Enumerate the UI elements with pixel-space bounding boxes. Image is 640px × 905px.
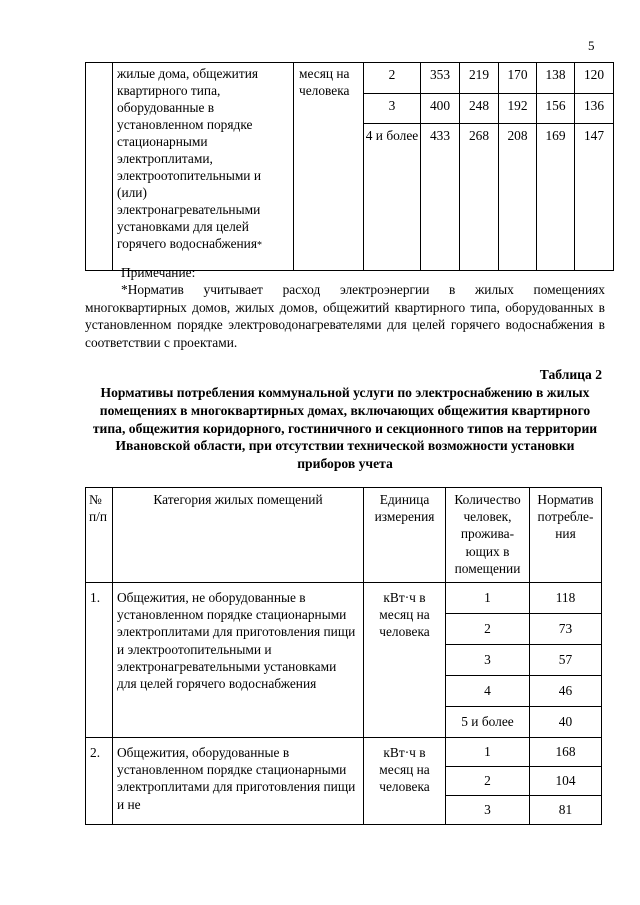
norm-cell: 81 [530,796,602,825]
housing-description-cell [113,63,294,271]
value-cell: 169 [537,124,575,271]
empty-num-cell [86,63,113,271]
value-cell: 170 [499,63,537,94]
page-number: 5 [588,38,595,53]
value-cell: 156 [537,93,575,124]
value-cell: 136 [575,93,614,124]
people-cell: 4 [446,676,530,707]
norm-cell: 57 [530,645,602,676]
section-unit: кВт·ч в месяц на человека [364,738,446,825]
people-cell: 1 [446,583,530,614]
section-category: Общежития, оборудованные в установленном порядке стационарными электроплитами для приготовления пищи и не [113,738,364,825]
asterisk-mark: * [257,240,263,251]
value-cell: 268 [460,124,499,271]
people-cell: 2 [446,767,530,796]
value-cell: 208 [499,124,537,271]
norm-cell: 118 [530,583,602,614]
value-cell: 353 [421,63,460,94]
people-cell: 1 [446,738,530,767]
people-cell: 4 и более [364,124,421,271]
section-num: 2. [86,738,113,825]
people-cell: 5 и более [446,707,530,738]
value-cell: 138 [537,63,575,94]
people-cell: 2 [364,63,421,94]
norm-cell: 73 [530,614,602,645]
header-category: Категория жилых помещений [113,488,364,583]
norm-cell: 104 [530,767,602,796]
people-cell: 2 [446,614,530,645]
norm-cell: 168 [530,738,602,767]
value-cell: 433 [421,124,460,271]
table-2 [85,487,602,825]
value-cell: 400 [421,93,460,124]
norm-cell: 46 [530,676,602,707]
header-people: Количество человек, прожива-ющих в помещении [446,488,530,583]
unit-cell: месяц на человека [294,63,364,271]
value-cell: 147 [575,124,614,271]
note-heading: Примечание: [121,265,196,280]
section-unit: кВт·ч в месяц на человека [364,583,446,738]
value-cell: 219 [460,63,499,94]
housing-description: жилые дома, общежития квартирного типа, оборудованные в установленном порядке стационарными электроплитами, электроотопительными и (или) электронагревательными установками для целей горячего водоснабжения [117,66,261,251]
table-2-title: Нормативы потребления коммунальной услуги по электроснабжению в жилых помещениях в многоквартирных домах, включающих общежития квартирного типа, общежития коридорного, гостиничного и секционного типов на территории Ивановской области, при отсутствии технической возможности установки приборов учета [92,385,598,472]
header-unit: Единица измерения [364,488,446,583]
section-category: Общежития, не оборудованные в установленном порядке стационарными электроплитами для приготовления пищи и электроотопительными и электронагревательными установками для целей горячего водоснабжения [113,583,364,738]
people-cell: 3 [446,645,530,676]
note-text: *Норматив учитывает расход электроэнергии в жилых помещениях многоквартирных домов, жилых домов, общежитий квартирного типа, оборудованных в установленном порядке электроводонагревателями для целей горячего водоснабжения в соответствии с проектами. [85,282,605,350]
value-cell: 120 [575,63,614,94]
header-num: № п/п [86,488,113,583]
value-cell: 248 [460,93,499,124]
section-num: 1. [86,583,113,738]
table-1-continuation [85,62,614,271]
people-cell: 3 [446,796,530,825]
value-cell: 192 [499,93,537,124]
table-2-label: Таблица 2 [539,367,602,382]
people-cell: 3 [364,93,421,124]
header-norm: Норматив потребле-ния [530,488,602,583]
norm-cell: 40 [530,707,602,738]
